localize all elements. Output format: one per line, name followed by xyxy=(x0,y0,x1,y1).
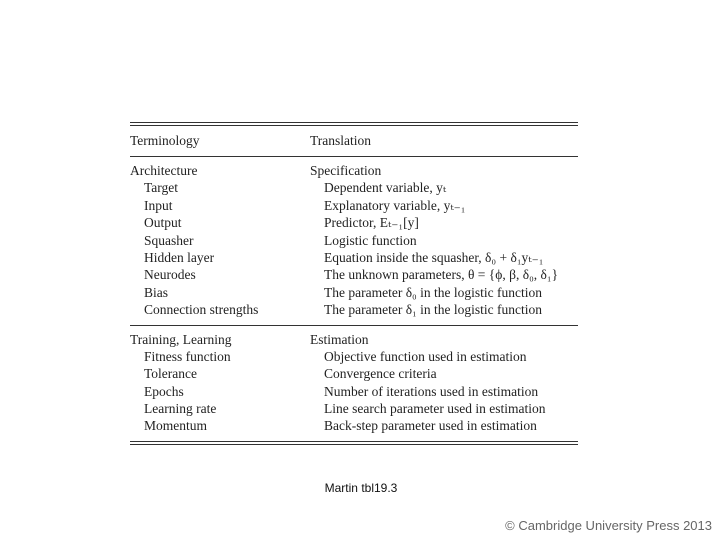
table-row xyxy=(130,249,578,266)
row-translation: The parameter δ₁ in the logistic function xyxy=(324,302,542,318)
row-term: Connection strengths xyxy=(144,302,259,318)
row-translation: Equation inside the squasher, δ₀ + δ₁yₜ₋₁ xyxy=(324,249,544,265)
section-term: Architecture xyxy=(130,163,198,178)
table-bottom-rule xyxy=(130,441,578,445)
table-row xyxy=(130,301,578,318)
table-caption xyxy=(0,481,720,495)
row-term: Squasher xyxy=(144,232,194,248)
table-row xyxy=(130,179,578,196)
row-translation: Explanatory variable, yₜ₋₁ xyxy=(324,197,466,213)
header-translation: Translation xyxy=(310,133,372,148)
table-header-row xyxy=(130,126,578,156)
table-row xyxy=(130,214,578,231)
row-term: Tolerance xyxy=(144,366,198,382)
section-translation: Specification xyxy=(310,163,382,178)
row-translation: Logistic function xyxy=(324,232,417,248)
table-row xyxy=(130,417,578,434)
table-row xyxy=(130,365,578,382)
row-translation: Convergence criteria xyxy=(324,366,437,382)
row-translation: Dependent variable, yₜ xyxy=(324,180,447,196)
row-term: Learning rate xyxy=(144,401,217,417)
row-translation: The unknown parameters, θ = {ϕ, β, δ₀, δ₁} xyxy=(324,267,559,283)
row-term: Fitness function xyxy=(144,348,231,364)
row-translation: Back-step parameter used in estimation xyxy=(324,418,537,434)
row-translation: Objective function used in estimation xyxy=(324,348,527,364)
section-term: Training, Learning xyxy=(130,331,232,347)
caption-text: Martin tbl19.3 xyxy=(324,481,398,495)
table-row xyxy=(130,197,578,214)
row-term: Target xyxy=(144,180,179,196)
row-term: Neurodes xyxy=(144,267,196,283)
row-translation: Predictor, Eₜ₋₁[y] xyxy=(324,215,419,231)
table-row xyxy=(130,284,578,301)
section-row-training xyxy=(130,331,578,348)
row-translation: Line search parameter used in estimation xyxy=(324,401,546,417)
row-translation: The parameter δ₀ in the logistic function xyxy=(324,284,542,300)
row-term: Momentum xyxy=(144,418,207,434)
row-term: Input xyxy=(144,197,173,213)
row-term: Epochs xyxy=(144,383,184,399)
row-term: Bias xyxy=(144,284,169,300)
row-term: Output xyxy=(144,215,182,231)
copyright-notice: © Cambridge University Press 2013 xyxy=(505,518,712,533)
table-row xyxy=(130,266,578,283)
table-row xyxy=(130,400,578,417)
row-term: Hidden layer xyxy=(144,249,215,265)
table-row xyxy=(130,348,578,365)
row-translation: Number of iterations used in estimation xyxy=(324,383,539,399)
section-translation: Estimation xyxy=(310,331,369,347)
table-row xyxy=(130,383,578,400)
table-row xyxy=(130,232,578,249)
section-row-architecture xyxy=(130,162,578,179)
header-terminology: Terminology xyxy=(130,133,200,148)
terminology-table xyxy=(130,122,578,445)
